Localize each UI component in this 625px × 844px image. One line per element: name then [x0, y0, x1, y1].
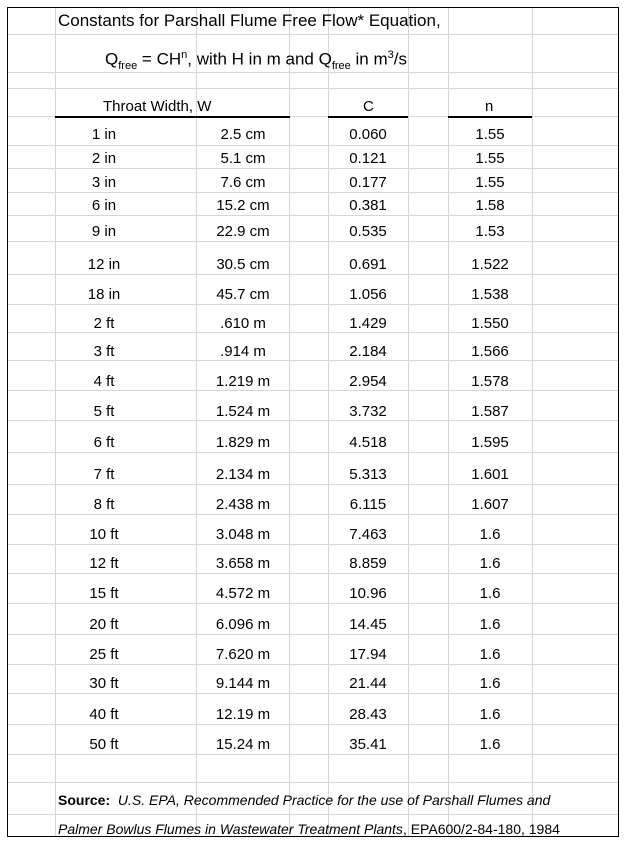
q-letter: Q [105, 49, 119, 69]
grid-column-line [55, 8, 56, 836]
cell-w-metric: 15.24 m [215, 736, 271, 753]
grid-row-line [8, 484, 618, 485]
cell-c: 7.463 [349, 526, 387, 543]
cell-w-imperial: 18 in [87, 286, 121, 303]
cell-w-imperial: 10 ft [89, 526, 119, 543]
grid-row-line [8, 274, 618, 275]
q-subscript: free [118, 60, 138, 73]
cell-c: 8.859 [349, 555, 387, 572]
grid-row-line [8, 664, 618, 665]
cell-c: 1.429 [349, 315, 387, 332]
source-line-2 [58, 821, 560, 837]
grid-row-line [8, 192, 618, 193]
grid-row-line [8, 634, 618, 635]
cell-c: 28.43 [349, 706, 387, 723]
grid-row-line [8, 754, 618, 755]
cell-w-imperial: 8 ft [93, 496, 115, 513]
cell-w-imperial: 6 ft [93, 434, 115, 451]
cell-w-metric: 4.572 m [215, 585, 271, 602]
cell-w-imperial: 3 in [91, 174, 117, 191]
cell-c: 5.313 [349, 466, 387, 483]
header-underline-c [328, 116, 408, 118]
cell-n: 1.550 [471, 315, 509, 332]
cell-c: 17.94 [349, 646, 387, 663]
grid-column-line [289, 8, 290, 836]
grid-row-line [8, 452, 618, 453]
grid-row-line [8, 573, 618, 574]
cell-w-imperial: 40 ft [89, 706, 119, 723]
grid-row-line [8, 724, 618, 725]
cell-c: 0.691 [349, 256, 387, 273]
source-label: Source: [58, 792, 111, 808]
cell-n: 1.595 [471, 434, 509, 451]
cell-c: 6.115 [349, 496, 387, 513]
cell-w-imperial: 9 in [91, 223, 117, 240]
cell-w-metric: 6.096 m [215, 616, 271, 633]
cell-w-metric: 2.5 cm [220, 126, 266, 143]
grid-row-line [8, 72, 618, 73]
cell-w-imperial: 15 ft [89, 585, 119, 602]
cell-w-imperial: 6 in [91, 197, 117, 214]
cell-n: 1.601 [471, 466, 509, 483]
spreadsheet [7, 7, 619, 837]
grid-row-line [8, 304, 618, 305]
equals-ch: = CH [137, 49, 182, 69]
cell-c: 2.954 [349, 373, 387, 390]
grid-column-line [408, 8, 409, 836]
grid-row-line [8, 88, 618, 89]
cell-c: 0.177 [349, 174, 387, 191]
cell-n: 1.6 [479, 616, 501, 633]
cell-w-imperial: 3 ft [93, 343, 115, 360]
cell-w-metric: 1.219 m [215, 373, 271, 390]
cell-w-imperial: 2 in [91, 150, 117, 167]
cell-w-imperial: 4 ft [93, 373, 115, 390]
units: in m [350, 49, 388, 69]
cell-c: 21.44 [349, 675, 387, 692]
cell-n: 1.6 [479, 736, 501, 753]
table-title: Constants for Parshall Flume Free Flow* Equation, [58, 11, 441, 30]
cell-c: 35.41 [349, 736, 387, 753]
cell-n: 1.587 [471, 403, 509, 420]
grid-row-line [8, 241, 618, 242]
cell-w-imperial: 12 ft [89, 555, 119, 572]
grid-row-line [8, 168, 618, 169]
cell-w-metric: 22.9 cm [216, 223, 270, 240]
grid-row-line [8, 603, 618, 604]
cell-n: 1.6 [479, 675, 501, 692]
cell-w-imperial: 7 ft [93, 466, 115, 483]
cell-n: 1.53 [475, 223, 505, 240]
cell-w-imperial: 30 ft [89, 675, 119, 692]
cell-n: 1.55 [475, 174, 505, 191]
grid-row-line [8, 332, 618, 333]
cell-n: 1.6 [479, 555, 501, 572]
cell-w-metric: 2.438 m [215, 496, 271, 513]
grid-row-line [8, 782, 618, 783]
cell-n: 1.538 [471, 286, 509, 303]
cell-w-imperial: 20 ft [89, 616, 119, 633]
cell-w-metric: 12.19 m [215, 706, 271, 723]
units-tail: /s [393, 49, 407, 69]
grid-column-line [328, 8, 329, 836]
cell-w-metric: 30.5 cm [216, 256, 270, 273]
cell-w-metric: 3.048 m [215, 526, 271, 543]
grid-row-line [8, 814, 618, 815]
cell-c: 0.121 [349, 150, 387, 167]
cell-w-imperial: 50 ft [89, 736, 119, 753]
grid-column-line [448, 8, 449, 836]
cell-n: 1.6 [479, 585, 501, 602]
grid-row-line [8, 420, 618, 421]
cell-n: 1.55 [475, 150, 505, 167]
source-text-1: U.S. EPA, Recommended Practice for the use of Parshall Flumes and [117, 792, 551, 808]
grid-row-line [8, 390, 618, 391]
cell-c: 0.060 [349, 126, 387, 143]
q-subscript-2: free [331, 60, 351, 73]
header-c: C [363, 98, 374, 115]
grid-row-line [8, 360, 618, 361]
cell-w-imperial: 2 ft [93, 315, 115, 332]
cell-n: 1.6 [479, 526, 501, 543]
header-underline-width [55, 116, 290, 118]
cell-c: 4.518 [349, 434, 387, 451]
cell-c: 2.184 [349, 343, 387, 360]
equation-line [105, 49, 407, 72]
source-line-1 [58, 792, 550, 808]
cell-n: 1.522 [471, 256, 509, 273]
equation-middle: , with H in m and Q [187, 49, 332, 69]
cell-w-metric: 5.1 cm [220, 150, 266, 167]
cell-n: 1.58 [475, 197, 505, 214]
cell-w-metric: .610 m [220, 315, 266, 332]
header-n: n [485, 98, 494, 115]
cell-w-metric: 3.658 m [215, 555, 271, 572]
cell-w-imperial: 5 ft [93, 403, 115, 420]
cell-n: 1.578 [471, 373, 509, 390]
cell-w-metric: 9.144 m [215, 675, 271, 692]
grid-row-line [8, 145, 618, 146]
cell-w-metric: .914 m [220, 343, 266, 360]
units-exponent: 3 [387, 49, 394, 61]
cell-w-metric: 1.524 m [215, 403, 271, 420]
source-publication: , EPA600/2-84-180, 1984 [402, 821, 560, 837]
cell-n: 1.55 [475, 126, 505, 143]
cell-c: 0.535 [349, 223, 387, 240]
cell-c: 1.056 [349, 286, 387, 303]
cell-w-metric: 2.134 m [215, 466, 271, 483]
cell-n: 1.6 [479, 706, 501, 723]
cell-w-metric: 45.7 cm [216, 286, 270, 303]
cell-c: 10.96 [349, 585, 387, 602]
cell-n: 1.607 [471, 496, 509, 513]
grid-column-line [196, 8, 197, 836]
header-underline-n [448, 116, 532, 118]
grid-row-line [8, 544, 618, 545]
cell-c: 0.381 [349, 197, 387, 214]
cell-w-metric: 15.2 cm [216, 197, 270, 214]
cell-c: 14.45 [349, 616, 387, 633]
grid-row-line [8, 693, 618, 694]
cell-w-metric: 1.829 m [215, 434, 271, 451]
exponent-n: n [181, 49, 188, 61]
header-throat-width: Throat Width, W [103, 98, 212, 115]
cell-n: 1.566 [471, 343, 509, 360]
cell-c: 3.732 [349, 403, 387, 420]
cell-w-imperial: 25 ft [89, 646, 119, 663]
grid-column-line [532, 8, 533, 836]
cell-n: 1.6 [479, 646, 501, 663]
cell-w-metric: 7.6 cm [220, 174, 266, 191]
cell-w-metric: 7.620 m [215, 646, 271, 663]
cell-w-imperial: 1 in [91, 126, 117, 143]
source-text-2: Palmer Bowlus Flumes in Wastewater Treatment Plants [58, 821, 403, 837]
grid-row-line [8, 215, 618, 216]
grid-row-line [8, 514, 618, 515]
grid-row-line [8, 34, 618, 35]
cell-w-imperial: 12 in [87, 256, 121, 273]
